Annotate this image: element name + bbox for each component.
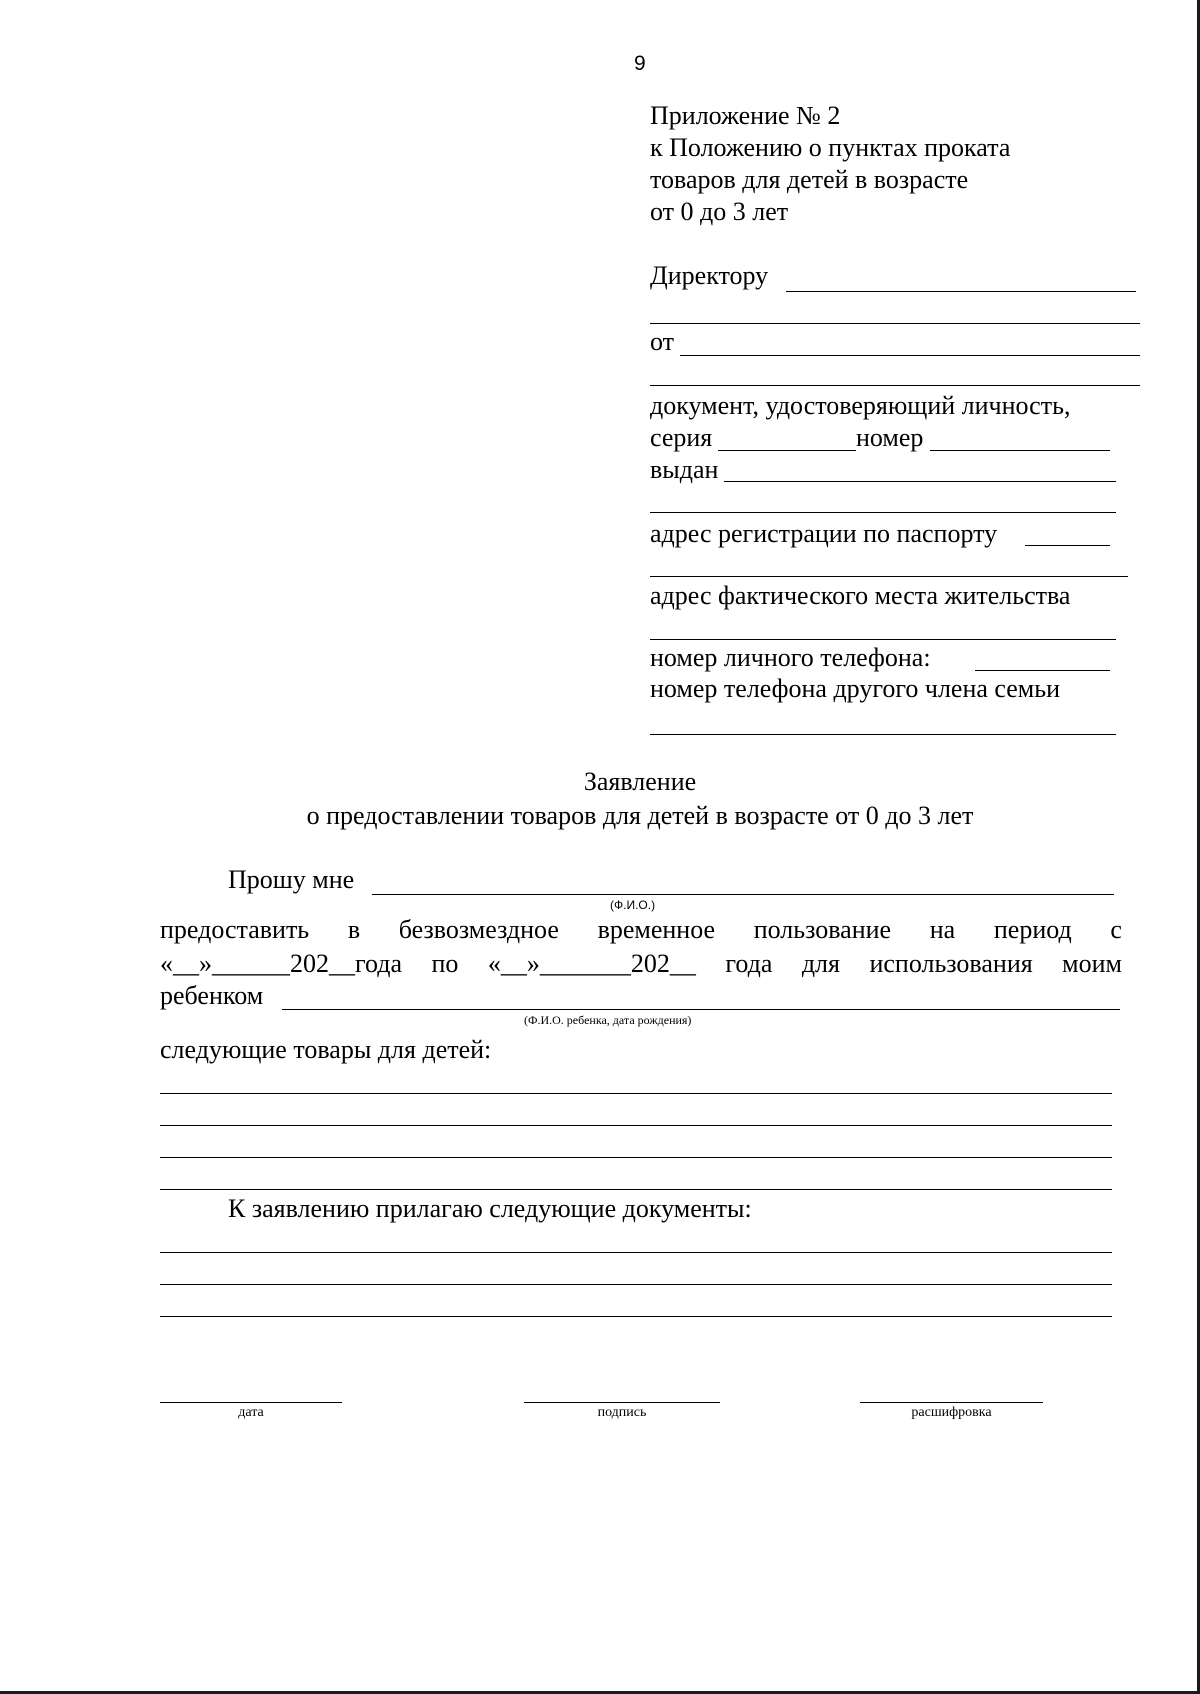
director-field-line-2[interactable] xyxy=(650,323,1140,324)
date-caption: дата xyxy=(238,1405,264,1420)
period-from-date[interactable]: «__»______202__года xyxy=(160,949,403,978)
request-caption: (Ф.И.О.) xyxy=(610,898,656,912)
child-label: ребенком xyxy=(160,981,264,1010)
provide-word-8: с xyxy=(1110,915,1122,944)
provide-line xyxy=(160,914,1122,946)
number-field[interactable] xyxy=(930,450,1110,451)
decoding-field[interactable] xyxy=(860,1402,1043,1403)
goods-field-line-1[interactable] xyxy=(160,1093,1112,1094)
appendix-line-2: к Положению о пунктах проката xyxy=(650,133,1011,162)
provide-word-3: безвозмездное xyxy=(398,915,559,944)
period-word-my: моим xyxy=(1062,949,1122,978)
goods-field-line-3[interactable] xyxy=(160,1157,1112,1158)
issued-field-line-2[interactable] xyxy=(650,512,1116,513)
director-field[interactable] xyxy=(786,291,1136,292)
registration-address-field-line-2[interactable] xyxy=(650,576,1128,577)
attachments-label: К заявлению прилагаю следующие документы: xyxy=(228,1194,752,1223)
appendix-line-1: Приложение № 2 xyxy=(650,101,841,130)
from-field[interactable] xyxy=(680,355,1140,356)
provide-word-5: пользование xyxy=(753,915,892,944)
personal-phone-field[interactable] xyxy=(975,670,1110,671)
period-word-for: для xyxy=(801,949,840,978)
period-word-use: использования xyxy=(869,949,1033,978)
number-label: номер xyxy=(856,423,924,452)
provide-word-7: период xyxy=(993,915,1072,944)
period-to-date[interactable]: «__»_______202__ xyxy=(487,949,696,978)
actual-address-label: адрес фактического места жительства xyxy=(650,581,1071,610)
director-label: Директору xyxy=(650,261,769,290)
period-line xyxy=(160,948,1122,980)
family-phone-label: номер телефона другого члена семьи xyxy=(650,674,1061,703)
decoding-caption: расшифровка xyxy=(911,1405,992,1420)
request-name-field[interactable] xyxy=(372,894,1114,895)
family-phone-field[interactable] xyxy=(650,734,1116,735)
signature-field[interactable] xyxy=(524,1402,720,1403)
registration-address-label: адрес регистрации по паспорту xyxy=(650,519,998,548)
series-label: серия xyxy=(650,423,713,452)
request-label: Прошу мне xyxy=(228,865,355,894)
attachments-field-line-1[interactable] xyxy=(160,1252,1112,1253)
document-subtitle: о предоставлении товаров для детей в возрасте от 0 до 3 лет xyxy=(306,801,974,830)
personal-phone-label: номер личного телефона: xyxy=(650,643,931,672)
actual-address-field[interactable] xyxy=(650,639,1116,640)
from-label: от xyxy=(650,327,675,356)
provide-word-4: временное xyxy=(597,915,716,944)
date-field[interactable] xyxy=(160,1402,342,1403)
provide-word-2: в xyxy=(347,915,361,944)
goods-field-line-4[interactable] xyxy=(160,1189,1112,1190)
provide-word-6: на xyxy=(929,915,956,944)
period-word-year: года xyxy=(725,949,773,978)
provide-word-1: предоставить xyxy=(160,915,310,944)
appendix-note xyxy=(650,100,1010,228)
issued-label: выдан xyxy=(650,455,719,484)
appendix-line-3: товаров для детей в возрасте xyxy=(650,165,969,194)
child-name-field[interactable] xyxy=(282,1009,1120,1010)
appendix-line-4: от 0 до 3 лет xyxy=(650,197,789,226)
child-caption: (Ф.И.О. ребенка, дата рождения) xyxy=(524,1013,692,1027)
signature-caption: подпись xyxy=(597,1405,647,1420)
goods-field-line-2[interactable] xyxy=(160,1125,1112,1126)
goods-label: следующие товары для детей: xyxy=(160,1035,492,1064)
series-field[interactable] xyxy=(718,450,856,451)
id-document-label: документ, удостоверяющий личность, xyxy=(650,391,1071,420)
document-title: Заявление xyxy=(583,767,697,796)
issued-field[interactable] xyxy=(724,481,1116,482)
registration-address-field[interactable] xyxy=(1025,545,1110,546)
attachments-field-line-3[interactable] xyxy=(160,1316,1112,1317)
period-word-to: по xyxy=(431,949,459,978)
page-number: 9 xyxy=(634,52,646,75)
attachments-field-line-2[interactable] xyxy=(160,1284,1112,1285)
from-field-line-2[interactable] xyxy=(650,385,1140,386)
